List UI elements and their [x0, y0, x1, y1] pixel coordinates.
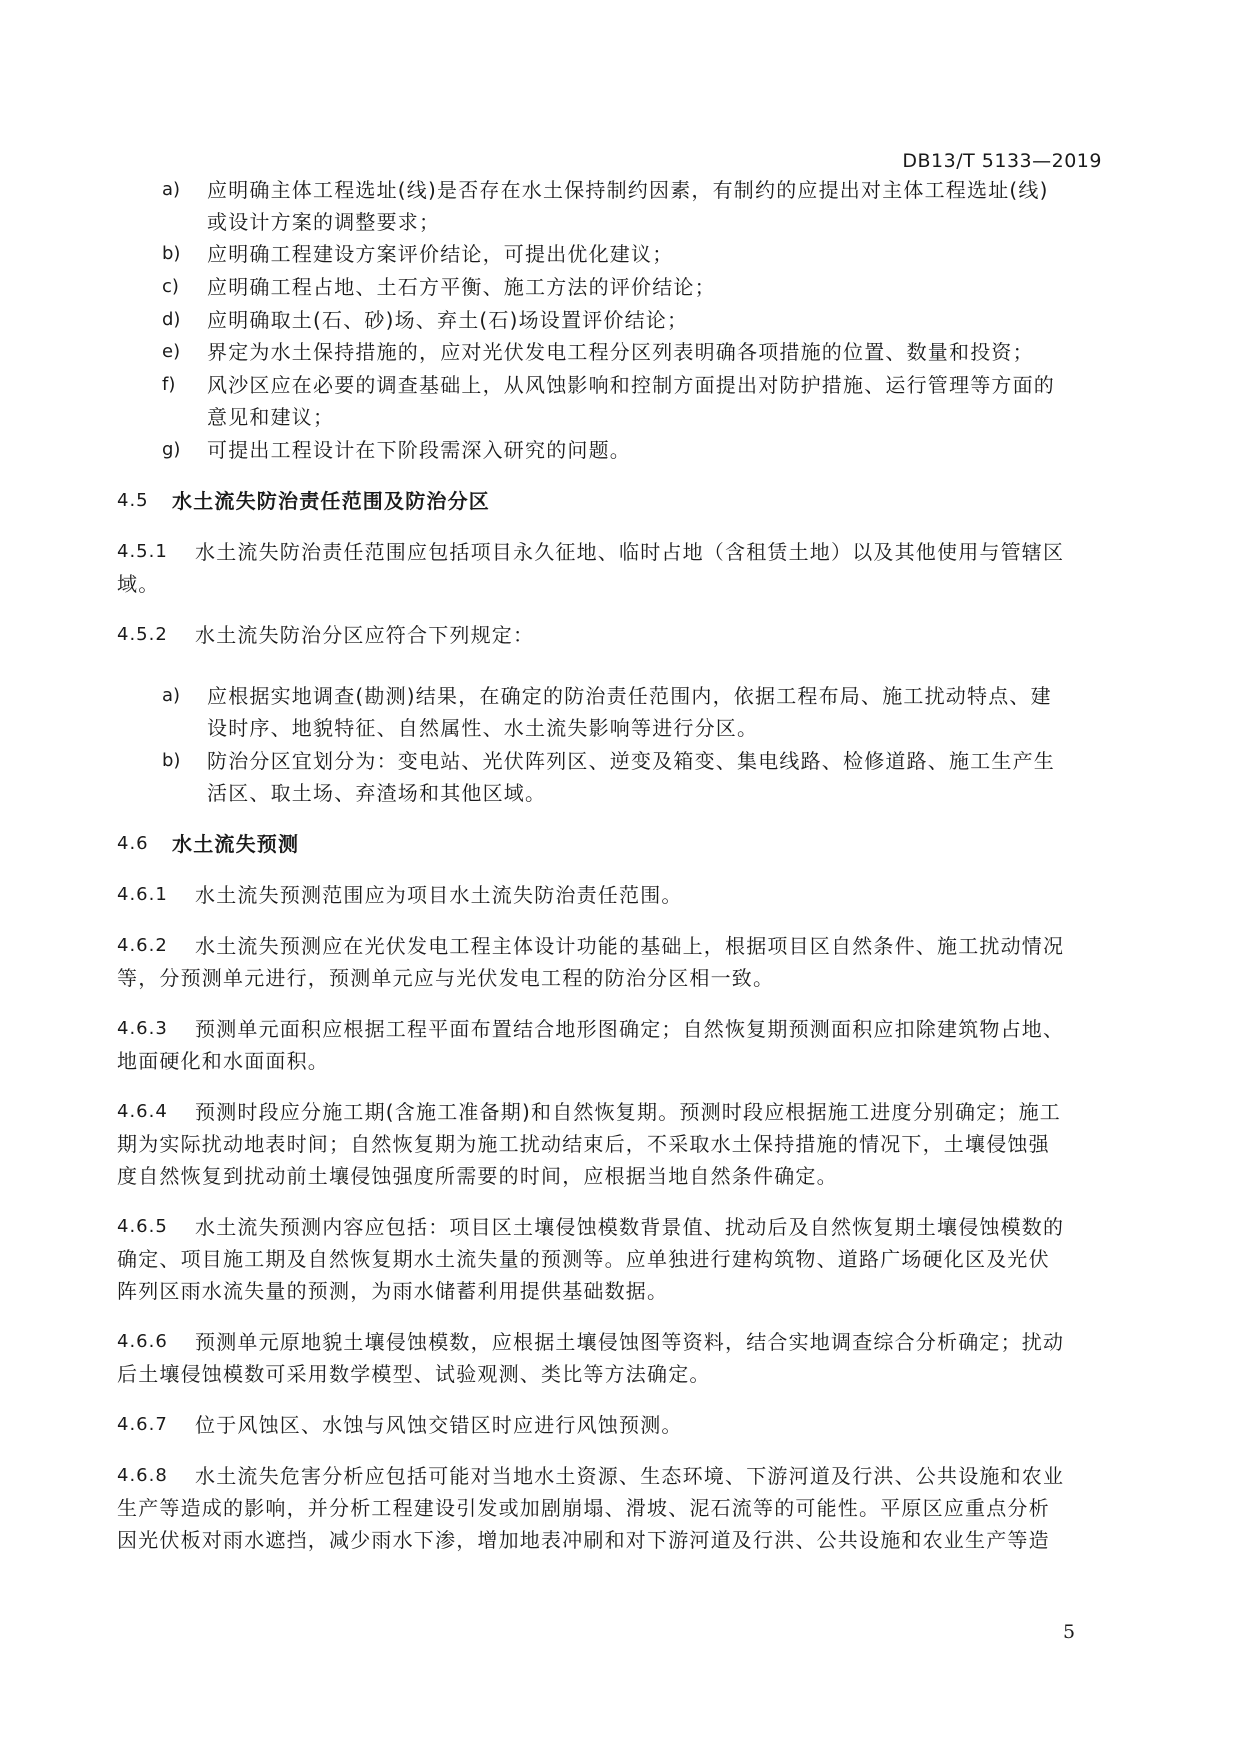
- clause-text: 水土流失防治责任范围应包括项目永久征地、临时占地（含租赁土地）以及其他使用与管辖区: [195, 540, 1065, 564]
- list-item-text: 应明确取土(石、砂)场、弃土(石)场设置评价结论；: [207, 308, 689, 332]
- clause-text: 等，分预测单元进行，预测单元应与光伏发电工程的防治分区相一致。: [117, 966, 775, 990]
- list-item-text: 防治分区宜划分为：变电站、光伏阵列区、逆变及箱变、集电线路、检修道路、施工生产生: [207, 749, 1055, 773]
- list-item-text: 应根据实地调查(勘测)结果，在确定的防治责任范围内，依据工程布局、施工扰动特点、建: [207, 684, 1052, 708]
- list-item-text: 应明确主体工程选址(线)是否存在水土保持制约因素，有制约的应提出对主体工程选址(线): [207, 178, 1049, 202]
- clause-text: 预测时段应分施工期(含施工准备期)和自然恢复期。预测时段应根据施工进度分别确定；施工: [195, 1100, 1062, 1124]
- list-item-text: 界定为水土保持措施的，应对光伏发电工程分区列表明确各项措施的位置、数量和投资；: [207, 340, 1034, 364]
- section-title: 水土流失预测: [172, 832, 300, 856]
- list-marker: b): [162, 243, 181, 264]
- list-marker: f): [162, 374, 176, 395]
- list-item-text: 活区、取土场、弃渣场和其他区域。: [207, 781, 547, 805]
- clause-number: 4.6.6: [117, 1331, 168, 1352]
- clause-number: 4.6.8: [117, 1465, 168, 1486]
- clause-text: 生产等造成的影响，并分析工程建设引发或加剧崩塌、滑坡、泥石流等的可能性。平原区应重点分析: [117, 1496, 1050, 1520]
- clause-text: 水土流失预测内容应包括：项目区土壤侵蚀模数背景值、扰动后及自然恢复期土壤侵蚀模数的: [195, 1215, 1065, 1239]
- list-item-text: 应明确工程占地、土石方平衡、施工方法的评价结论；: [207, 275, 716, 299]
- clause-text: 阵列区雨水流失量的预测，为雨水储蓄利用提供基础数据。: [117, 1279, 669, 1303]
- clause-number: 4.6.7: [117, 1414, 168, 1435]
- clause-number: 4.6.2: [117, 935, 168, 956]
- list-item-text: 设时序、地貌特征、自然属性、水土流失影响等进行分区。: [207, 716, 759, 740]
- clause-number: 4.6.1: [117, 884, 168, 905]
- clause-text: 后土壤侵蚀模数可采用数学模型、试验观测、类比等方法确定。: [117, 1362, 711, 1386]
- clause-text: 水土流失防治分区应符合下列规定：: [195, 623, 535, 647]
- clause-number: 4.6.3: [117, 1018, 168, 1039]
- clause-number: 4.5.1: [117, 541, 168, 562]
- page-number: 5: [1063, 1621, 1076, 1643]
- list-marker: a): [162, 685, 181, 706]
- clause-text: 水土流失预测应在光伏发电工程主体设计功能的基础上，根据项目区自然条件、施工扰动情况: [195, 934, 1065, 958]
- clause-text: 确定、项目施工期及自然恢复期水土流失量的预测等。应单独进行建构筑物、道路广场硬化区及光伏: [117, 1247, 1050, 1271]
- clause-text: 水土流失预测范围应为项目水土流失防治责任范围。: [195, 883, 683, 907]
- clause-text: 地面硬化和水面面积。: [117, 1049, 329, 1073]
- list-item-text: 应明确工程建设方案评价结论，可提出优化建议；: [207, 242, 674, 266]
- clause-text: 预测单元面积应根据工程平面布置结合地形图确定；自然恢复期预测面积应扣除建筑物占地、: [195, 1017, 1065, 1041]
- list-item-text: 意见和建议；: [207, 405, 335, 429]
- clause-text: 因光伏板对雨水遮挡，减少雨水下渗，增加地表冲刷和对下游河道及行洪、公共设施和农业生产等造: [117, 1528, 1050, 1552]
- clause-text: 水土流失危害分析应包括可能对当地水土资源、生态环境、下游河道及行洪、公共设施和农业: [195, 1464, 1065, 1488]
- list-item-text: 可提出工程设计在下阶段需深入研究的问题。: [207, 438, 631, 462]
- clause-text: 域。: [117, 572, 160, 596]
- list-marker: g): [162, 439, 181, 460]
- section-number: 4.6: [117, 833, 149, 854]
- list-marker: c): [162, 276, 179, 297]
- list-marker: a): [162, 179, 181, 200]
- section-number: 4.5: [117, 490, 149, 511]
- list-item-text: 或设计方案的调整要求；: [207, 210, 441, 234]
- clause-number: 4.6.5: [117, 1216, 168, 1237]
- clause-number: 4.6.4: [117, 1101, 168, 1122]
- clause-text: 期为实际扰动地表时间；自然恢复期为施工扰动结束后，不采取水土保持措施的情况下，土壤侵蚀强: [117, 1132, 1050, 1156]
- list-marker: b): [162, 750, 181, 771]
- section-title: 水土流失防治责任范围及防治分区: [172, 489, 490, 513]
- clause-number: 4.5.2: [117, 624, 168, 645]
- list-item-text: 风沙区应在必要的调查基础上，从风蚀影响和控制方面提出对防护措施、运行管理等方面的: [207, 373, 1055, 397]
- clause-text: 位于风蚀区、水蚀与风蚀交错区时应进行风蚀预测。: [195, 1413, 683, 1437]
- document-code: DB13/T 5133—2019: [902, 150, 1102, 172]
- clause-text: 预测单元原地貌土壤侵蚀模数，应根据土壤侵蚀图等资料，结合实地调查综合分析确定；扰动: [195, 1330, 1065, 1354]
- clause-text: 度自然恢复到扰动前土壤侵蚀强度所需要的时间，应根据当地自然条件确定。: [117, 1164, 838, 1188]
- list-marker: e): [162, 341, 181, 362]
- list-marker: d): [162, 309, 181, 330]
